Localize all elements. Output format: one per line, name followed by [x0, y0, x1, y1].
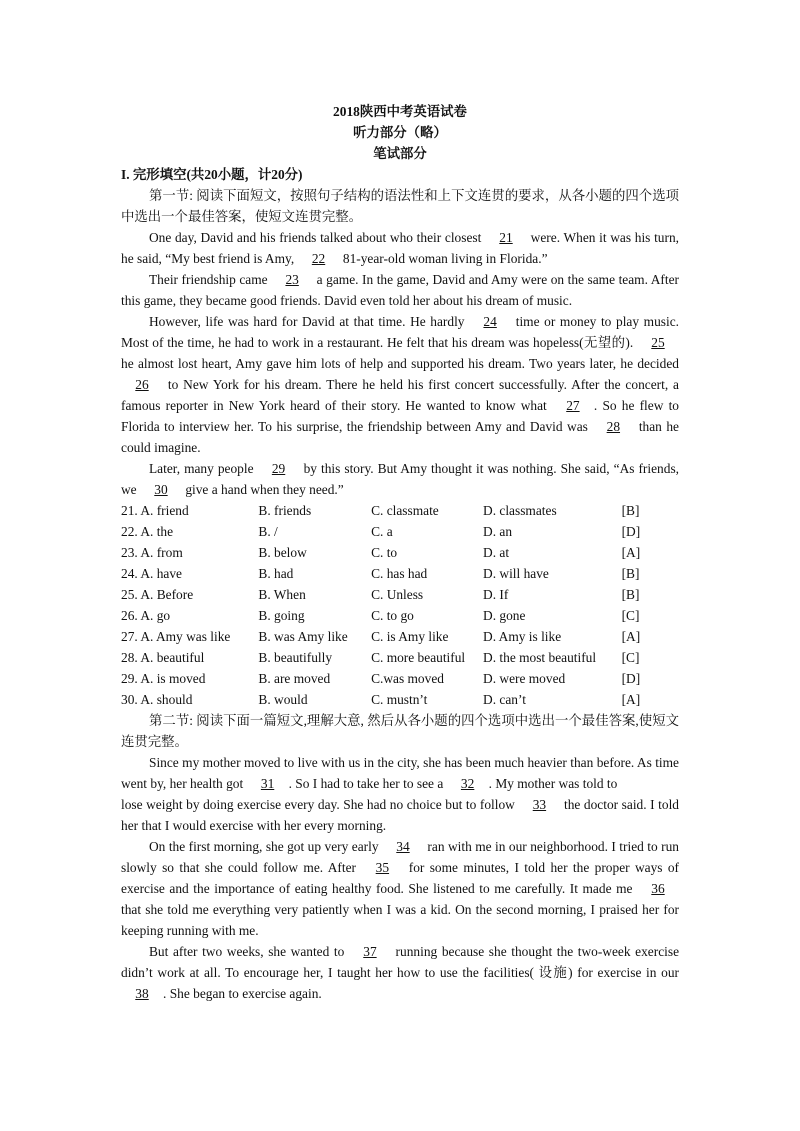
- answer-options-table: [121, 500, 651, 710]
- option-row: [121, 647, 651, 668]
- option-c: C. is Amy like: [371, 629, 449, 644]
- passage1-paragraph-4: Later, many people 29 by this story. But Amy thought it was nothing. She said, “As friends, we 30 give a hand when they need.”: [121, 458, 679, 500]
- option-c: C. classmate: [371, 503, 439, 518]
- passage1-paragraph-3: However, life was hard for David at that time. He hardly 24 time or money to play music. Most of the time, he had to work in a restaurant. He felt that his dream was hopeless(无望的). 25 he almost lost heart, Amy gave him lots of help and supported his dream. Two years later, he decided 26 to New York for his dream. There he held his first concert successfully. After the concert, a famous reporter in New York heard of their story. He wanted to know what 27 . So he flew to Florida to interview her. To his surprise, the friendship between Amy and David was 28 than he could imagine.: [121, 311, 679, 458]
- option-d: D. Amy is like: [483, 629, 562, 644]
- option-c: C. Unless: [371, 587, 424, 602]
- answer-key: [A]: [621, 545, 641, 560]
- option-b: B. would: [258, 692, 308, 707]
- option-row: [121, 584, 651, 605]
- blank-23: 23: [285, 272, 299, 287]
- option-b: B. beautifully: [258, 650, 333, 665]
- option-row: [121, 626, 651, 647]
- option-b: B. had: [258, 566, 294, 581]
- option-row: [121, 542, 651, 563]
- blank-32: 32: [460, 776, 475, 791]
- option-a: 29. A. is moved: [121, 671, 206, 686]
- blank-27: 27: [566, 398, 580, 413]
- option-d: D. at: [483, 545, 510, 560]
- option-b: B. was Amy like: [258, 629, 348, 644]
- exam-content: [121, 164, 679, 1004]
- answer-key: [B]: [621, 587, 640, 602]
- blank-26: 26: [135, 377, 149, 392]
- answer-key: [C]: [621, 650, 640, 665]
- option-a: 24. A. have: [121, 566, 182, 581]
- blank-22: 22: [311, 251, 326, 266]
- answer-key: [A]: [621, 629, 641, 644]
- passage2-paragraph-4: But after two weeks, she wanted to 37 running because she thought the two-week exercise didn’t work at all. To encourage her, I taught her how to use the facilities( 设施) for exercise in our 38 . She began to exercise again.: [121, 941, 679, 1004]
- option-b: B. going: [258, 608, 305, 623]
- blank-29: 29: [271, 461, 286, 476]
- answer-key: [A]: [621, 692, 641, 707]
- option-d: D. the most beautiful: [483, 650, 597, 665]
- option-d: D. classmates: [483, 503, 557, 518]
- passage2-paragraph-3: On the first morning, she got up very early 34 ran with me in our neighborhood. I tried to run slowly so that she could follow me. After 35 for some minutes, I told her the proper ways of exercise and the importance of eating healthy food. She listened to me carefully. It made me 36 that she told me everything very patiently when I was a kid. On the second morning, I praised her for keeping running with me.: [121, 836, 679, 941]
- option-row: [121, 668, 651, 689]
- option-b: B. When: [258, 587, 306, 602]
- blank-24: 24: [483, 314, 497, 329]
- title-block: [0, 101, 800, 164]
- answer-key: [D]: [621, 671, 641, 686]
- option-b: B. friends: [258, 503, 312, 518]
- option-c: C. a: [371, 524, 393, 539]
- cloze-heading: I. 完形填空(共20小题，计20分): [121, 167, 303, 182]
- option-c: C. mustn’t: [371, 692, 428, 707]
- option-a: 22. A. the: [121, 524, 174, 539]
- section1-instruction: 第一节: 阅读下面短文，按照句子结构的语法性和上下文连贯的要求，从各小题的四个选项中选出一个最佳答案，使短文连贯完整。: [121, 188, 679, 224]
- blank-36: 36: [651, 881, 665, 896]
- option-d: D. gone: [483, 608, 526, 623]
- blank-30: 30: [154, 482, 168, 497]
- option-row: [121, 689, 651, 710]
- option-d: D. were moved: [483, 671, 566, 686]
- option-a: 28. A. beautiful: [121, 650, 205, 665]
- option-b: B. are moved: [258, 671, 331, 686]
- option-row: [121, 563, 651, 584]
- option-c: C. has had: [371, 566, 428, 581]
- option-d: D. If: [483, 587, 509, 602]
- passage2-paragraph-1: Since my mother moved to live with us in the city, she has been much heavier than before. As time went by, her health got 31 . So I had to take her to see a 32 . My mother was told to: [121, 752, 679, 794]
- page-title: 2018陕西中考英语试卷: [333, 104, 467, 119]
- blank-25: 25: [651, 335, 665, 350]
- option-c: C. to: [371, 545, 398, 560]
- passage1-paragraph-2: Their friendship came 23 a game. In the game, David and Amy were on the same team. After this game, they became good friends. David even told her about his dream of music.: [121, 269, 679, 311]
- option-a: 21. A. friend: [121, 503, 189, 518]
- answer-key: [B]: [621, 566, 640, 581]
- option-a: 23. A. from: [121, 545, 183, 560]
- section2-instruction: 第二节: 阅读下面一篇短文,理解大意, 然后从各小题的四个选项中选出一个最佳答案,使短文连贯完整。: [121, 713, 679, 749]
- blank-34: 34: [396, 839, 410, 854]
- listening-subtitle: 听力部分（略）: [353, 125, 447, 140]
- option-b: B. /: [258, 524, 278, 539]
- blank-21: 21: [499, 230, 513, 245]
- option-a: 25. A. Before: [121, 587, 194, 602]
- written-section-title: 笔试部分: [373, 146, 427, 161]
- passage1-paragraph-1: One day, David and his friends talked about who their closest 21 were. When it was his turn, he said, “My best friend is Amy, 22 81-year-old woman living in Florida.”: [121, 227, 679, 269]
- blank-28: 28: [606, 419, 621, 434]
- blank-35: 35: [375, 860, 390, 875]
- answer-key: [C]: [621, 608, 640, 623]
- option-b: B. below: [258, 545, 307, 560]
- option-row: [121, 605, 651, 626]
- passage2-paragraph-2: lose weight by doing exercise every day. She had no choice but to follow 33 the doctor said. I told her that I would exercise with her every morning.: [121, 794, 679, 836]
- blank-38: 38: [135, 986, 149, 1001]
- option-a: 26. A. go: [121, 608, 171, 623]
- option-c: C.was moved: [371, 671, 444, 686]
- blank-33: 33: [532, 797, 547, 812]
- option-c: C. to go: [371, 608, 414, 623]
- option-d: D. can’t: [483, 692, 526, 707]
- option-c: C. more beautiful: [371, 650, 466, 665]
- blank-37: 37: [363, 944, 377, 959]
- option-d: D. an: [483, 524, 513, 539]
- option-a: 30. A. should: [121, 692, 193, 707]
- answer-key: [D]: [621, 524, 641, 539]
- option-a: 27. A. Amy was like: [121, 629, 231, 644]
- option-d: D. will have: [483, 566, 549, 581]
- option-row: [121, 521, 651, 542]
- blank-31: 31: [260, 776, 275, 791]
- option-row: [121, 500, 651, 521]
- answer-key: [B]: [621, 503, 640, 518]
